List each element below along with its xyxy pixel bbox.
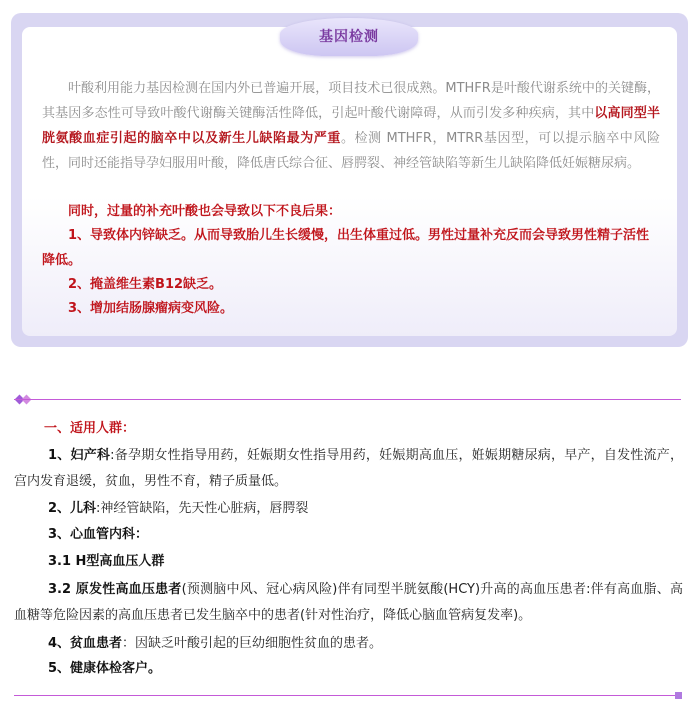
pediatrics-label: 2、儿科 [48, 501, 97, 516]
primary-label: 3.2 原发性高血压患者 [48, 582, 182, 597]
anemia-text: ：因缺乏叶酸引起的巨幼细胞性贫血的患者。 [122, 636, 383, 651]
divider-square-icon [675, 692, 682, 699]
primary-text: (预测脑中风、冠心病风险)伴有同型半胱氨酸(HCY)升高的高血压患者:伴有高血脂、高血糖等危险因素的高血压患者已发生脑卒中的患者(针对性治疗，降低心脑血管病复发率)。 [14, 582, 684, 623]
anemia-item [48, 631, 382, 657]
pediatrics-text: :神经管缺陷，先天性心脏病，唇腭裂 [96, 501, 309, 516]
intro-text-before: 叶酸利用能力基因检测在国内外已普遍开展，项目技术已很成熟。MTHFR是叶酸代谢系统中的关键酶，其基因多态性可导致叶酸代谢酶关键酶活性降低，引起叶酸代谢障碍，从而引发多种疾病，其中 [42, 81, 660, 121]
warning-item-1: 1、导致体内锌缺乏。从而导致胎儿生长缓慢，出生体重过低。男性过量补充反而会导致男性精子活性降低。 [42, 228, 650, 268]
obgyn-text: :备孕期女性指导用药，妊娠期女性指导用药，妊娠期高血压，姙娠期糖尿病，早产，自发性流产，宫内发育退缓，贫血，男性不育，精子质量低。 [14, 448, 683, 489]
intro-paragraph [42, 76, 660, 176]
obgyn-item [14, 443, 683, 495]
anemia-label: 4、贫血患者 [48, 636, 123, 651]
warning-item-3: 3、增加结肠腺瘤病变风险。 [68, 301, 234, 316]
intro-highlight: 以高同型半胱氨酸血症引起的脑卒中以及新生儿缺陷最为严重 [42, 106, 660, 146]
warning-heading: 同时，过量的补充叶酸也会导致以下不良后果： [68, 204, 342, 219]
section-divider-bottom [14, 695, 681, 696]
cardio-label: 3、心血管内科： [48, 527, 149, 542]
checkup-label: 5、健康体检客户。 [48, 661, 162, 676]
primary-hypertension-item [14, 577, 683, 629]
h-type-label: 3.1 H型高血压人群 [48, 554, 165, 569]
obgyn-label: 1、妇产科 [48, 448, 111, 463]
intro-text-after: 。检测 MTHFR，MTRR基因型，可以提示脑卒中风险性，同时还能指导孕妇服用叶酸，降低唐氏综合征、唇腭裂、神经管缺陷等新生儿缺陷降低妊娠糖尿病。 [42, 131, 660, 171]
pediatrics-item [48, 496, 308, 522]
applicable-title: 一、适用人群： [44, 421, 136, 436]
warning-item-2: 2、掩盖维生素B12缺乏。 [68, 277, 223, 292]
section-divider-top [14, 399, 681, 400]
section-title: 基因检测 [319, 29, 379, 45]
